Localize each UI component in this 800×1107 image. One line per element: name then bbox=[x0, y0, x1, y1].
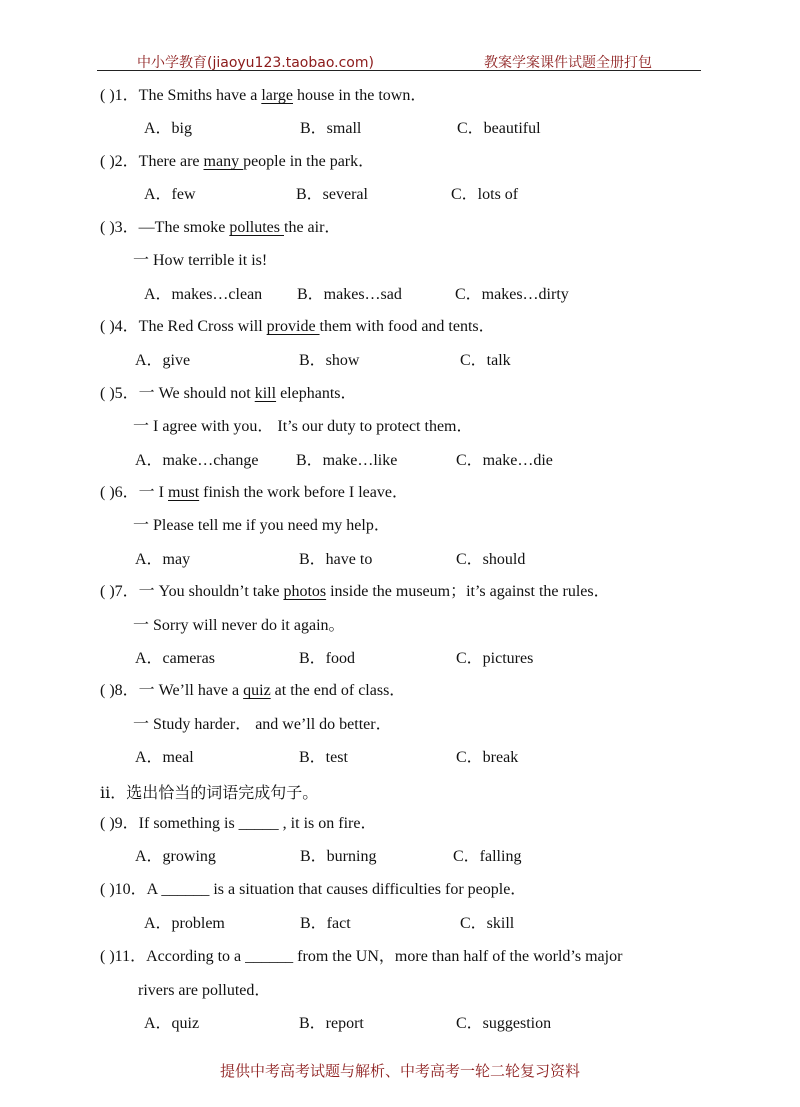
underlined-word: quiz bbox=[243, 682, 271, 699]
underlined-word: must bbox=[168, 484, 200, 501]
q7-reply: 一 Sorry will never do it again。 bbox=[133, 617, 345, 634]
q8-reply: 一 Study harder． and we’ll do better． bbox=[133, 716, 392, 733]
q8-option-a: A．meal bbox=[135, 749, 194, 766]
q2-option-a: A．few bbox=[144, 186, 196, 203]
q1-option-a: A．big bbox=[144, 120, 193, 137]
q7-option-a: A．cameras bbox=[135, 650, 215, 667]
answer-blank: ______ bbox=[245, 948, 294, 965]
q3-option-b: B．makes…sad bbox=[297, 286, 402, 303]
answer-blank: ______ bbox=[161, 881, 210, 898]
question-2: ( )2．There are many people in the park． bbox=[100, 153, 375, 170]
q8-option-b: B．test bbox=[299, 749, 348, 766]
q10-option-a: A．problem bbox=[144, 915, 225, 932]
q4-option-c: C．talk bbox=[460, 352, 511, 369]
q2-option-b: B．several bbox=[296, 186, 368, 203]
page-footer: 提供中考高考试题与解析、中考高考一轮二轮复习资料 bbox=[219, 1062, 580, 1080]
q6-option-a: A．may bbox=[135, 551, 191, 568]
q3-option-c: C．makes…dirty bbox=[455, 286, 569, 303]
answer-blank: _____ bbox=[238, 815, 279, 832]
q9-option-a: A．growing bbox=[135, 848, 216, 865]
question-11: ( )11．According to a ______ from the UN，more than half of the world’s major bbox=[100, 948, 623, 965]
question-4: ( )4．The Red Cross will provide them with food and tents． bbox=[100, 318, 495, 335]
q5-option-a: A．make…change bbox=[135, 452, 259, 469]
q1-option-b: B．small bbox=[300, 120, 362, 137]
q4-option-b: B．show bbox=[299, 352, 360, 369]
q3-option-a: A．makes…clean bbox=[144, 286, 263, 303]
q9-option-c: C．falling bbox=[453, 848, 522, 865]
header-divider bbox=[97, 70, 701, 71]
q10-option-c: C．skill bbox=[460, 915, 515, 932]
q2-option-c: C．lots of bbox=[451, 186, 519, 203]
q3-reply: 一 How terrible it is! bbox=[133, 252, 268, 269]
q5-option-c: C．make…die bbox=[456, 452, 553, 469]
underlined-word: photos bbox=[283, 583, 327, 600]
q10-option-b: B．fact bbox=[300, 915, 351, 932]
q6-option-c: C．should bbox=[456, 551, 526, 568]
underlined-word: large bbox=[261, 87, 293, 104]
underlined-word: kill bbox=[254, 385, 277, 402]
question-10: ( )10．A ______ is a situation that causes difficulties for people． bbox=[100, 881, 527, 898]
question-3: ( )3．—The smoke pollutes the air． bbox=[100, 219, 341, 236]
question-8: ( )8．一 We’ll have a quiz at the end of class． bbox=[100, 682, 406, 699]
section-heading: ii．选出恰当的词语完成句子。 bbox=[100, 783, 319, 802]
q4-option-a: A．give bbox=[135, 352, 191, 369]
q5-option-b: B．make…like bbox=[296, 452, 398, 469]
underlined-word: provide bbox=[266, 318, 320, 335]
header-right-text: 教案学案课件试题全册打包 bbox=[484, 55, 652, 71]
q11-option-a: A．quiz bbox=[144, 1015, 200, 1032]
q11-option-b: B．report bbox=[299, 1015, 364, 1032]
underlined-word: many bbox=[203, 153, 244, 170]
question-6: ( )6．一 I must finish the work before I leave． bbox=[100, 484, 408, 501]
q9-option-b: B．burning bbox=[300, 848, 377, 865]
underlined-word: pollutes bbox=[229, 219, 284, 236]
question-7: ( )7．一 You shouldn’t take photos inside the museum；it’s against the rules． bbox=[100, 583, 610, 600]
question-1: ( )1．The Smiths have a large house in the town． bbox=[100, 87, 427, 104]
q7-option-b: B．food bbox=[299, 650, 356, 667]
q1-option-c: C．beautiful bbox=[457, 120, 541, 137]
question-5: ( )5．一 We should not kill elephants． bbox=[100, 385, 357, 402]
q7-option-c: C．pictures bbox=[456, 650, 534, 667]
question-9: ( )9．If something is _____ , it is on fire． bbox=[100, 815, 377, 832]
q11-continuation: rivers are polluted． bbox=[138, 982, 271, 999]
q11-option-c: C．suggestion bbox=[456, 1015, 552, 1032]
q5-reply: 一 I agree with you． It’s our duty to protect them． bbox=[133, 418, 473, 435]
header-left-text: 中小学教育(jiaoyu123.taobao.com) bbox=[137, 55, 374, 71]
q6-option-b: B．have to bbox=[299, 551, 373, 568]
q8-option-c: C．break bbox=[456, 749, 519, 766]
q6-reply: 一 Please tell me if you need my help． bbox=[133, 517, 390, 534]
